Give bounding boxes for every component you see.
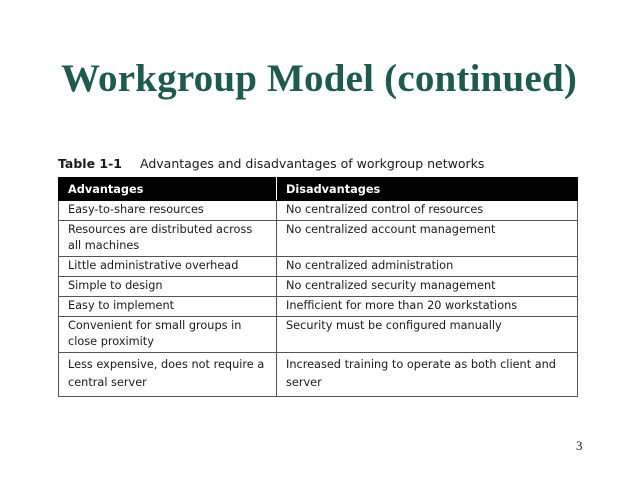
table-caption-label: Table 1-1 <box>58 156 122 171</box>
table-caption <box>58 156 484 171</box>
header-advantages: Advantages <box>59 178 277 201</box>
table-row <box>59 221 578 257</box>
disadvantage-cell: No centralized control of resources <box>277 201 578 221</box>
header-disadvantages: Disadvantages <box>277 178 578 201</box>
advantages-disadvantages-table <box>58 177 578 397</box>
advantage-cell: Little administrative overhead <box>59 257 277 277</box>
table-row <box>59 257 578 277</box>
table-row <box>59 277 578 297</box>
table-caption-text: Advantages and disadvantages of workgroup networks <box>140 156 485 171</box>
disadvantage-cell: No centralized account management <box>277 221 578 257</box>
slide-title: Workgroup Model (continued) <box>60 57 578 100</box>
disadvantage-cell: No centralized security management <box>277 277 578 297</box>
disadvantage-cell: No centralized administration <box>277 257 578 277</box>
disadvantage-cell: Inefficient for more than 20 workstations <box>277 297 578 317</box>
advantage-cell: Easy-to-share resources <box>59 201 277 221</box>
advantage-cell: Less expensive, does not require a central server <box>59 353 277 397</box>
disadvantage-cell: Security must be configured manually <box>277 317 578 353</box>
advantage-cell: Simple to design <box>59 277 277 297</box>
disadvantage-cell: Increased training to operate as both client and server <box>277 353 578 397</box>
table-row <box>59 317 578 353</box>
table-row <box>59 201 578 221</box>
table-row <box>59 353 578 397</box>
advantage-cell: Resources are distributed across all machines <box>59 221 277 257</box>
table-row <box>59 297 578 317</box>
page-number: 3 <box>576 438 583 453</box>
advantage-cell: Easy to implement <box>59 297 277 317</box>
table-header-row <box>59 178 578 201</box>
advantage-cell: Convenient for small groups in close proximity <box>59 317 277 353</box>
